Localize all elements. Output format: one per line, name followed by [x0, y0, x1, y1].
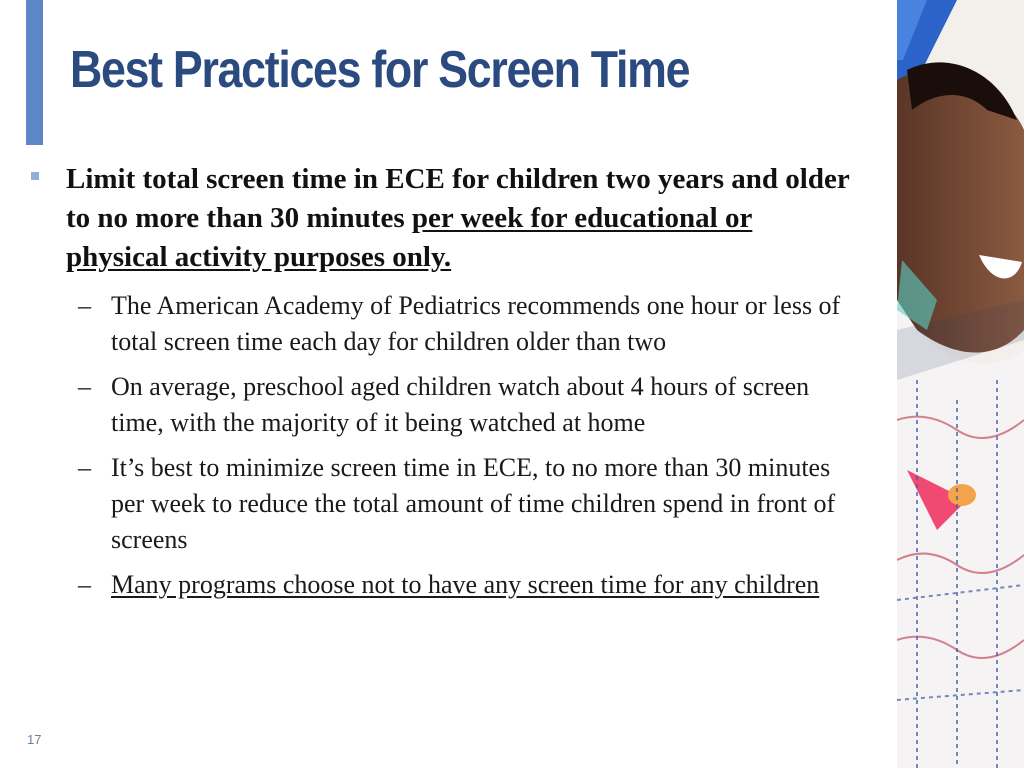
sub-bullet-2: [78, 369, 868, 441]
child-party-hat-photo-icon: [897, 0, 1024, 768]
page-number: 17: [27, 732, 42, 747]
main-bullet-text: [66, 160, 856, 277]
dash-icon: –: [78, 453, 91, 482]
slide-title: Best Practices for Screen Time: [70, 41, 690, 99]
bullet-square-icon: [31, 172, 39, 180]
sub-bullet-1: [78, 288, 868, 360]
sub-bullet-text: On average, preschool aged children watch about 4 hours of screen time, with the majority of it being watched at home: [111, 372, 810, 437]
sub-bullet-text: Many programs choose not to have any screen time for any children: [111, 570, 820, 599]
sub-bullet-3: [78, 450, 868, 558]
dash-icon: –: [78, 372, 91, 401]
dash-icon: –: [78, 291, 91, 320]
sub-bullet-text: The American Academy of Pediatrics recommends one hour or less of total screen time each day for children older than two: [111, 291, 841, 356]
main-bullet-plain: Limit total screen time in ECE for children two years and older to no more than 30 minutes: [66, 163, 850, 234]
accent-bar: [26, 0, 43, 145]
sub-bullet-list: [78, 288, 868, 612]
sub-bullet-text: It’s best to minimize screen time in ECE, to no more than 30 minutes per week to reduce the total amount of time children spend in front of screens: [111, 453, 836, 554]
main-bullet-underlined: per week for educational or physical activity purposes only.: [66, 202, 753, 273]
sub-bullet-4: [78, 567, 868, 603]
dash-icon: –: [78, 570, 91, 599]
